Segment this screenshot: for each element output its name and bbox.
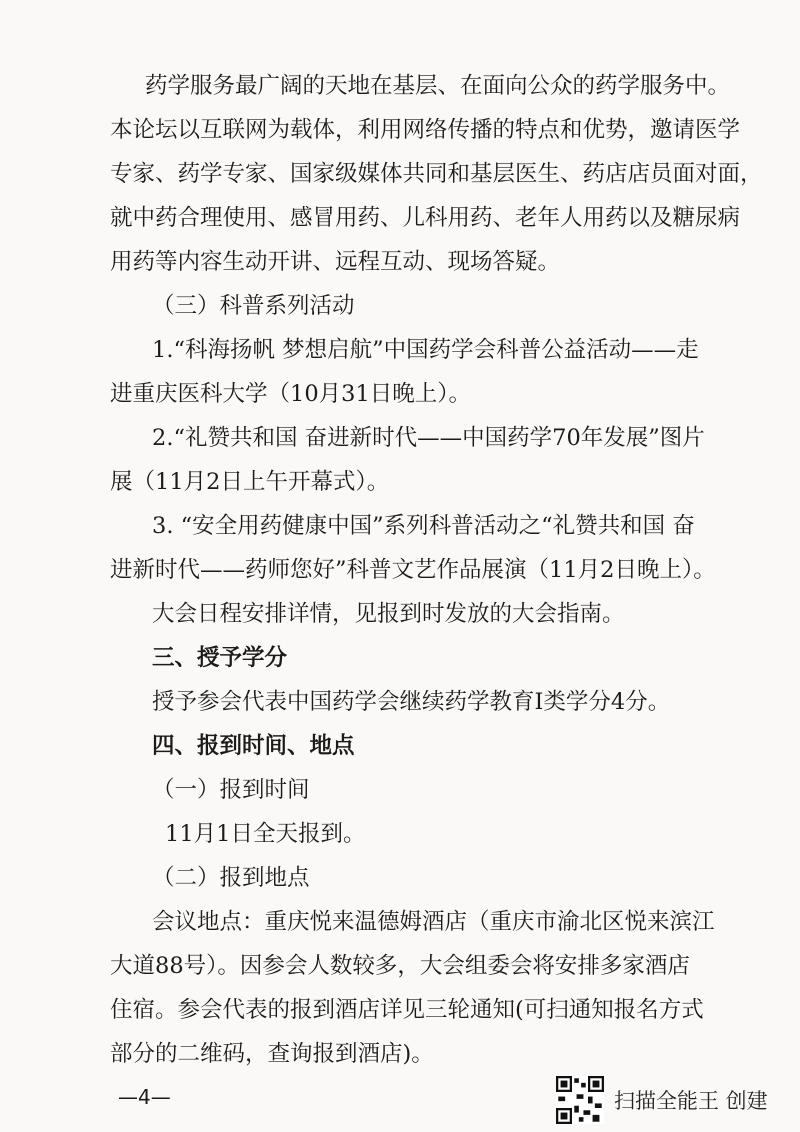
paragraph-line: 用药等内容生动开讲、远程互动、现场答疑。: [110, 249, 561, 275]
paragraph-line: 2.“礼赞共和国 奋进新时代——中国药学70年发展”图片: [152, 425, 705, 451]
page-number: —4—: [118, 1085, 171, 1109]
paragraph-line: 授予参会代表中国药学会继续药学教育Ⅰ类学分4分。: [152, 689, 671, 715]
paragraph-line: 就中药合理使用、感冒用药、儿科用药、老年人用药以及糖尿病: [110, 205, 741, 231]
paragraph-line: 3. “安全用药健康中国”系列科普活动之“礼赞共和国 奋: [152, 513, 695, 539]
qr-code-icon: [556, 1076, 604, 1124]
section-heading: 四、报到时间、地点: [152, 733, 355, 759]
subsection-heading: （三）科普系列活动: [152, 293, 355, 319]
paragraph-line: 进新时代——药师您好”科普文艺作品展演（11月2日晚上）。: [110, 557, 716, 583]
section-heading: 三、授予学分: [152, 645, 288, 671]
subsection-heading: （二）报到地点: [152, 865, 310, 891]
watermark-text: 扫描全能王 创建: [614, 1089, 768, 1113]
paragraph-line: 展（11月2日上午开幕式）。: [110, 469, 390, 495]
paragraph-line: 部分的二维码，查询报到酒店)。: [110, 1041, 434, 1067]
paragraph-line: 大会日程安排详情，见报到时发放的大会指南。: [152, 601, 625, 627]
paragraph-line: 本论坛以互联网为载体，利用网络传播的特点和优势，邀请医学: [110, 117, 741, 143]
paragraph-line: 专家、药学专家、国家级媒体共同和基层医生、药店店员面对面，: [110, 161, 763, 187]
scanner-watermark: [556, 1072, 786, 1128]
paragraph-line: 会议地点：重庆悦来温德姆酒店（重庆市渝北区悦来滨江: [152, 909, 715, 935]
paragraph-line: 大道88号）。因参会人数较多，大会组委会将安排多家酒店: [110, 953, 690, 979]
subsection-heading: （一）报到时间: [152, 777, 310, 803]
paragraph-line: 进重庆医科大学（10月31日晚上）。: [110, 381, 472, 407]
paragraph-line: 11月1日全天报到。: [165, 821, 366, 847]
paragraph-line: 药学服务最广阔的天地在基层、在面向公众的药学服务中。: [145, 73, 731, 99]
paragraph-line: 1.“科海扬帆 梦想启航”中国药学会科普公益活动——走: [152, 337, 699, 363]
paragraph-line: 住宿。参会代表的报到酒店详见三轮通知(可扫通知报名方式: [110, 997, 704, 1023]
